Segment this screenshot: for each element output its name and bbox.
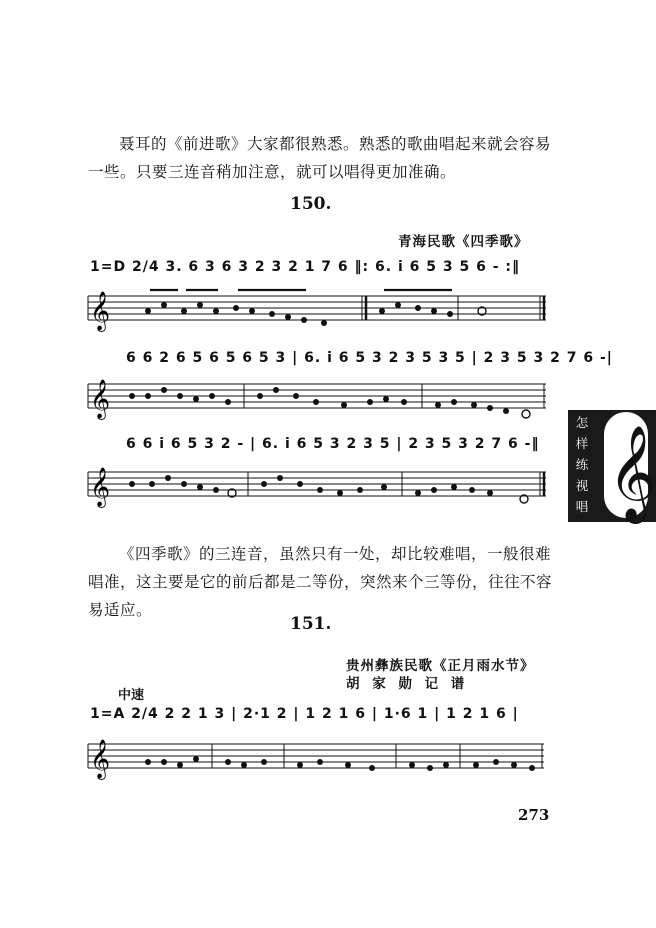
- treble-clef-icon: 𝄞: [90, 739, 111, 779]
- jianpu-line-3: 6 6 i 6 5 3 2 - | 6. i 6 5 3 2 3 5 | 2 3 5 3 2 7 6 -‖: [126, 436, 540, 452]
- chapter-title-vertical: 怎 样 练 视 唱: [575, 415, 589, 514]
- treble-clef-icon: 𝄞: [90, 467, 111, 507]
- treble-clef-icon: 𝄞: [90, 291, 111, 331]
- intro-paragraph: 聂耳的《前进歌》大家都很熟悉。熟悉的歌曲唱起来就会容易一些。只要三连音稍加注意，就可以唱得更加准确。: [88, 135, 552, 181]
- example-number-150: 150.: [290, 194, 332, 214]
- jianpu-notes: 2 2 1 3 | 2·1 2 | 1 2 1 6 | 1·6 1 | 1 2 1 6 |: [164, 706, 519, 722]
- time-signature: 2/4: [131, 706, 159, 722]
- discussion-paragraph: 《四季歌》的三连音，虽然只有一处，却比较难唱，一般很难唱准，这主要是它的前后都是二等份，突然来个三等份，往往不容易适应。: [88, 545, 553, 619]
- treble-clef-icon: [604, 412, 656, 520]
- staff-line-2: [88, 372, 548, 422]
- staff-line-151: [88, 732, 548, 782]
- jianpu-line-2: 6 6 2 6 5 6 5 6 5 3 | 6. i 6 5 3 2 3 5 3 5 | 2 3 5 3 2 7 6 -|: [126, 350, 613, 366]
- key-signature: 1=D: [90, 259, 127, 275]
- time-signature: 2/4: [131, 259, 160, 275]
- example-number-151: 151.: [290, 614, 332, 634]
- example-151-source: 贵州彝族民歌《正月雨水节》: [346, 658, 535, 674]
- staff-line-1: [88, 284, 548, 334]
- chapter-side-tab: [568, 410, 656, 522]
- key-signature: 1=A: [90, 706, 126, 722]
- example-150-source: 青海民歌《四季歌》: [398, 234, 529, 250]
- jianpu-line-1: [90, 259, 520, 275]
- jianpu-line-151: [90, 706, 519, 722]
- tempo-marking: 中速: [118, 688, 145, 703]
- svg-text:𝄞: 𝄞: [608, 425, 656, 520]
- treble-clef-icon: 𝄞: [90, 379, 111, 419]
- jianpu-notes: 3. 6 3 6 3 2 3 2 1 7 6 ‖: 6. i 6 5 3 5 6 - :‖: [165, 259, 520, 275]
- example-151-transcriber: 胡 家 勋 记 谱: [346, 676, 469, 692]
- staff-line-3: [88, 460, 548, 510]
- page-number: 273: [518, 806, 550, 824]
